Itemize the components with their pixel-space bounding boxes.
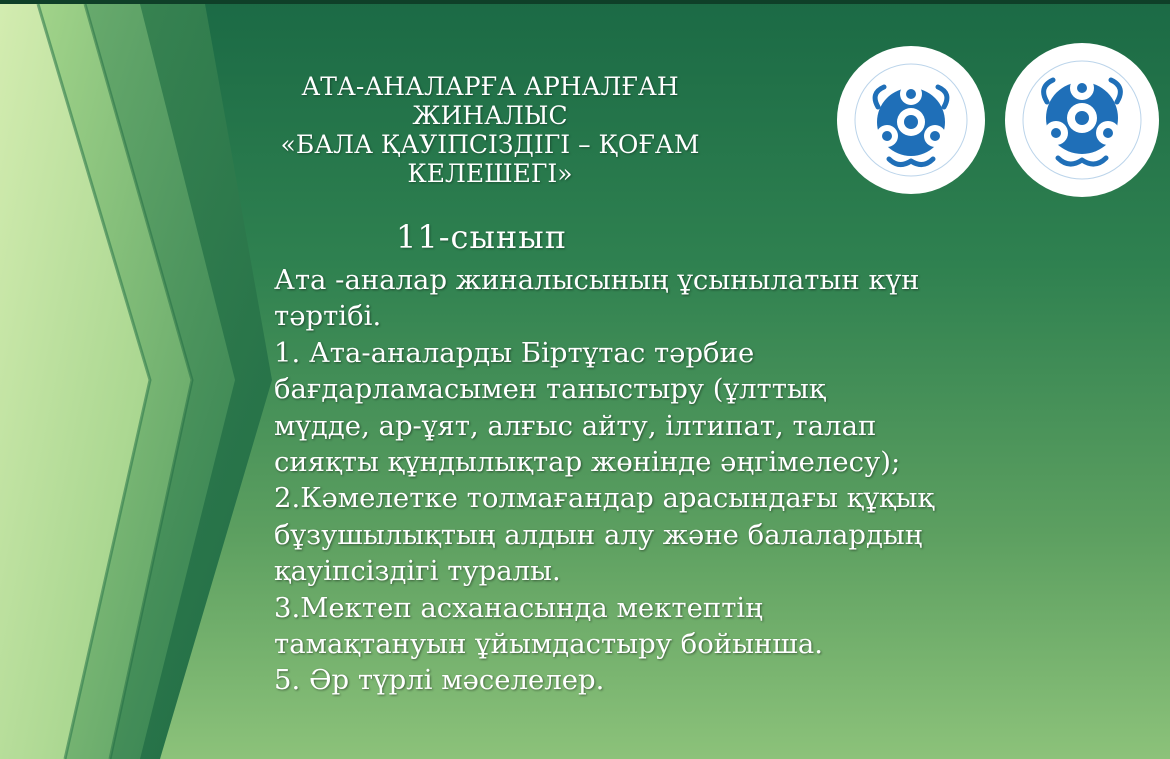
agenda-line: бұзушылықтың алдын алу және балалардың xyxy=(274,518,923,551)
ministry-center-logo xyxy=(1004,42,1160,198)
agenda-line: тәртібі. xyxy=(274,300,382,333)
agenda-line: қауіпсіздігі туралы. xyxy=(274,555,561,588)
agenda-line: 2.Кәмелетке толмағандар арасындағы құқық xyxy=(274,482,935,515)
meeting-title xyxy=(240,72,740,188)
birtutas-logo xyxy=(836,45,986,195)
title-line: АТА-АНАЛАРҒА АРНАЛҒАН xyxy=(301,72,679,101)
agenda-line: бағдарламасымен таныстыру (ұлттық xyxy=(274,373,826,406)
agenda-line: 5. Әр түрлі мәселелер. xyxy=(274,664,605,697)
agenda-line: мүдде, ар-ұят, алғыс айту, ілтипат, талап xyxy=(274,409,877,442)
agenda-line: 3.Мектеп асханасында мектептің xyxy=(274,591,763,624)
title-line: ЖИНАЛЫС xyxy=(412,101,568,130)
agenda-line: Ата -аналар жиналысының ұсынылатын күн xyxy=(274,264,920,296)
agenda-line: тамақтануын ұйымдастыру бойынша. xyxy=(274,628,823,661)
grade-label: 11-сынып xyxy=(396,218,568,256)
title-line: КЕЛЕШЕГІ» xyxy=(407,159,573,188)
agenda-text xyxy=(274,262,1004,699)
agenda-line: 1. Ата-аналарды Біртұтас тәрбие xyxy=(274,336,755,369)
title-line: «БАЛА ҚАУІПСІЗДІГІ – ҚОҒАМ xyxy=(280,130,700,159)
agenda-line: сияқты құндылықтар жөнінде әңгімелесу); xyxy=(274,446,901,479)
